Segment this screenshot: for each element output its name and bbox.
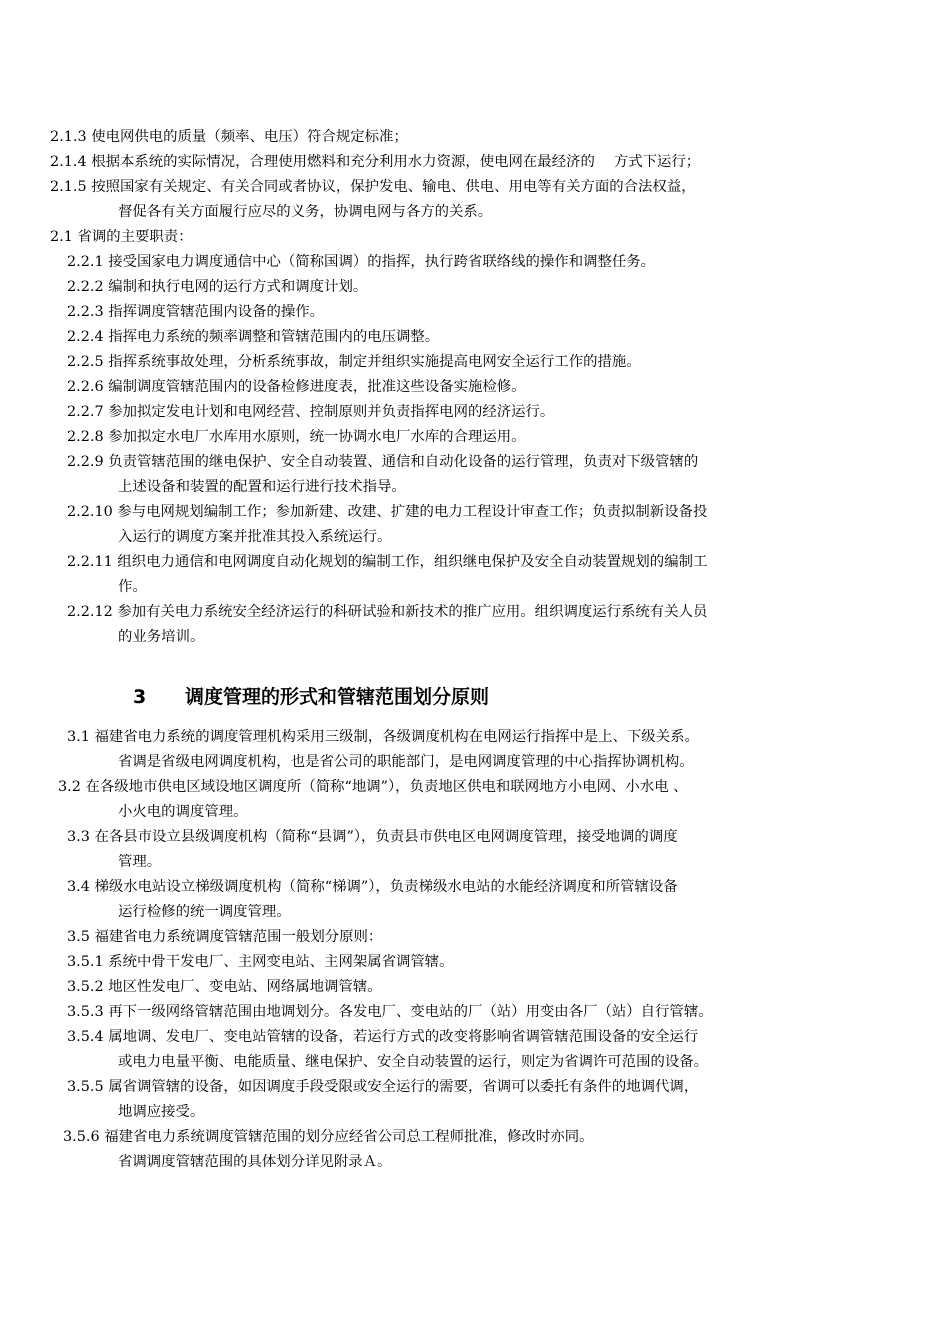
text-line: 2.2.8 参加拟定水电厂水库用水原则，统一协调水电厂水库的合理运用。 bbox=[67, 429, 526, 445]
text-line: 3.5.6 福建省电力系统调度管辖范围的划分应经省公司总工程师批准，修改时亦同。 bbox=[63, 1129, 594, 1145]
text-line: 小火电的调度管理。 bbox=[118, 804, 248, 820]
text-line: 3.3 在各县市设立县级调度机构（简称“县调”），负责县市供电区电网调度管理，接受地调的调度 bbox=[67, 829, 678, 845]
text-line: 省调是省级电网调度机构，也是省公司的职能部门，是电网调度管理的中心指挥协调机构。 bbox=[118, 754, 694, 770]
text-line: 2.2.3 指挥调度管辖范围内设备的操作。 bbox=[67, 304, 325, 320]
text-line: 2.2.12 参加有关电力系统安全经济运行的科研试验和新技术的推广应用。组织调度运行系统有关人员 bbox=[67, 604, 708, 620]
section-heading bbox=[133, 684, 489, 710]
text-line: 运行检修的统一调度管理。 bbox=[118, 904, 291, 920]
text-line: 3.1 福建省电力系统的调度管理机构采用三级制，各级调度机构在电网运行指挥中是上、下级关系。 bbox=[67, 729, 699, 745]
text-line: 2.2.10 参与电网规划编制工作；参加新建、改建、扩建的电力工程设计审查工作；负责拟制新设备投 bbox=[67, 504, 708, 520]
text-line: 入运行的调度方案并批准其投入系统运行。 bbox=[118, 529, 392, 545]
text-line: 2.1.4 根据本系统的实际情况，合理使用燃料和充分利用水力资源，使电网在最经济的 方式下运行； bbox=[50, 154, 701, 170]
text-line: 省调调度管辖范围的具体划分详见附录Ａ。 bbox=[118, 1154, 392, 1170]
text-line: 2.2.7 参加拟定发电计划和电网经营、控制原则并负责指挥电网的经济运行。 bbox=[67, 404, 555, 420]
text-line: 2.2.2 编制和执行电网的运行方式和调度计划。 bbox=[67, 279, 368, 295]
text-line: 2.1 省调的主要职责： bbox=[50, 229, 193, 245]
text-line: 3.5.1 系统中骨干发电厂、主网变电站、主网架属省调管辖。 bbox=[67, 954, 454, 970]
text-line: 3.5 福建省电力系统调度管辖范围一般划分原则： bbox=[67, 929, 383, 945]
text-line: 2.1.3 使电网供电的质量（频率、电压）符合规定标准； bbox=[50, 129, 408, 145]
text-line: 3.5.3 再下一级网络管辖范围由地调划分。各发电厂、变电站的厂（站）用变由各厂（站）自行管辖。 bbox=[67, 1004, 713, 1020]
text-line: 3.4 梯级水电站设立梯级调度机构（简称“梯调”），负责梯级水电站的水能经济调度和所管辖设备 bbox=[67, 879, 678, 895]
text-line: 2.2.6 编制调度管辖范围内的设备检修进度表，批准这些设备实施检修。 bbox=[67, 379, 526, 395]
text-line: 的业务培训。 bbox=[118, 629, 205, 645]
text-line: 3.2 在各级地市供电区域设地区调度所（简称“地调”），负责地区供电和联网地方小电网、小水电 、 bbox=[58, 779, 688, 795]
text-line: 管理。 bbox=[118, 854, 162, 870]
text-line: 地调应接受。 bbox=[118, 1104, 205, 1120]
text-line: 2.2.11 组织电力通信和电网调度自动化规划的编制工作，组织继电保护及安全自动装置规划的编制工 bbox=[67, 554, 708, 570]
text-line: 或电力电量平衡、电能质量、继电保护、安全自动装置的运行，则定为省调许可范围的设备。 bbox=[118, 1054, 709, 1070]
text-line: 2.1.5 按照国家有关规定、有关合同或者协议，保护发电、输电、供电、用电等有关方面的合法权益， bbox=[50, 179, 696, 195]
text-line: 2.2.4 指挥电力系统的频率调整和管辖范围内的电压调整。 bbox=[67, 329, 440, 345]
text-line: 督促各有关方面履行应尽的义务，协调电网与各方的关系。 bbox=[118, 204, 493, 220]
section-title: 调度管理的形式和管辖范围划分原则 bbox=[185, 686, 490, 708]
section-number: 3 bbox=[133, 686, 147, 708]
text-line: 上述设备和装置的配置和运行进行技术指导。 bbox=[118, 479, 406, 495]
text-line: 2.2.1 接受国家电力调度通信中心（简称国调）的指挥，执行跨省联络线的操作和调整任务。 bbox=[67, 254, 656, 270]
text-line: 3.5.2 地区性发电厂、变电站、网络属地调管辖。 bbox=[67, 979, 382, 995]
text-line: 2.2.5 指挥系统事故处理，分析系统事故，制定并组织实施提高电网安全运行工作的措施。 bbox=[67, 354, 641, 370]
text-line: 2.2.9 负责管辖范围的继电保护、安全自动装置、通信和自动化设备的运行管理，负责对下级管辖的 bbox=[67, 454, 699, 470]
text-line: 作。 bbox=[118, 579, 147, 595]
text-line: 3.5.4 属地调、发电厂、变电站管辖的设备，若运行方式的改变将影响省调管辖范围设备的安全运行 bbox=[67, 1029, 699, 1045]
text-line: 3.5.5 属省调管辖的设备，如因调度手段受限或安全运行的需要，省调可以委托有条件的地调代调， bbox=[67, 1079, 699, 1095]
